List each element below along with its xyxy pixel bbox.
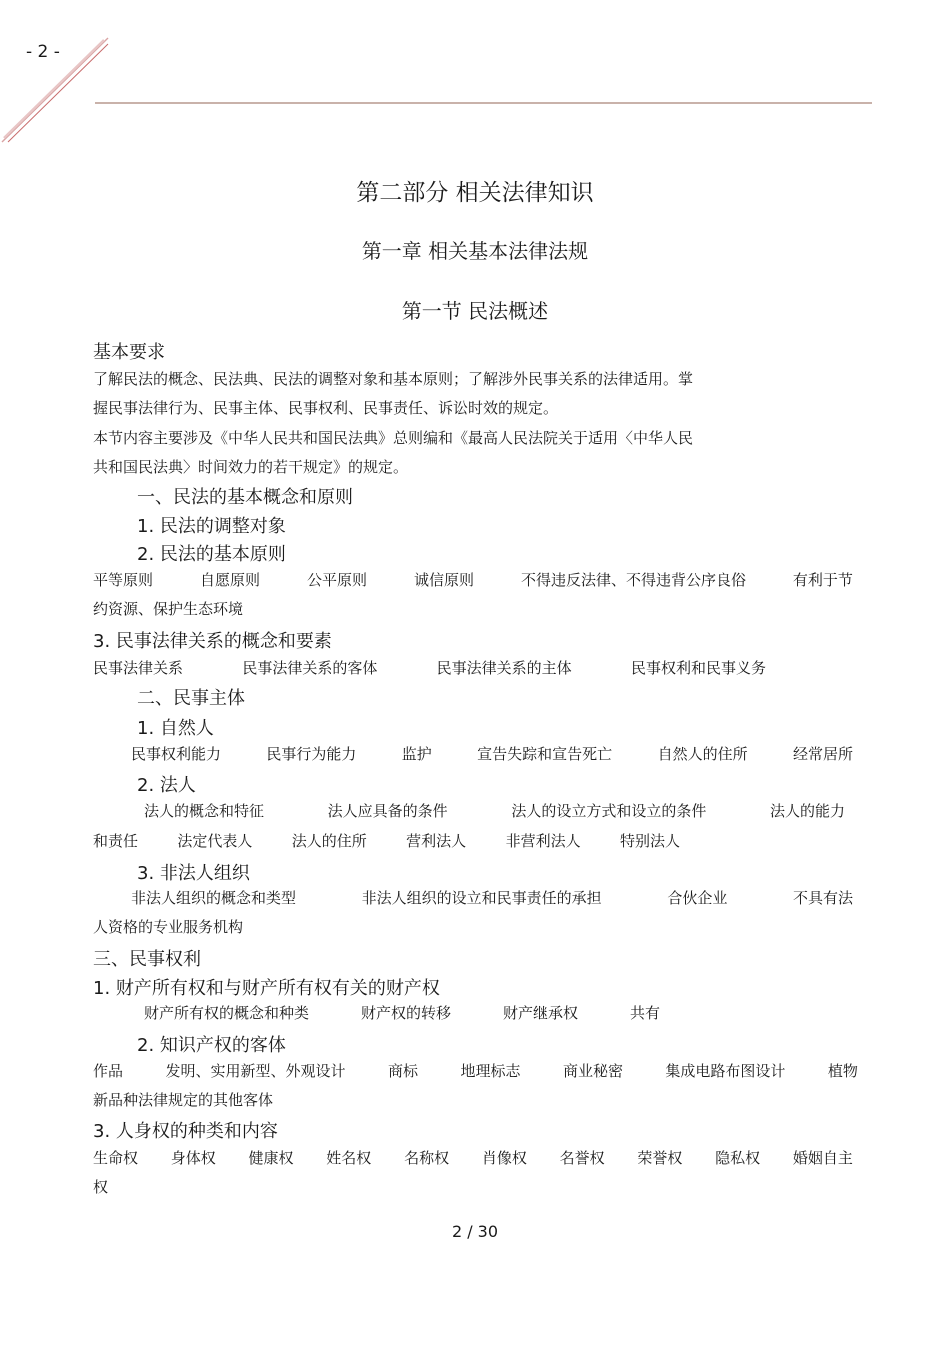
list-item: 民事法律关系的主体 — [436, 659, 572, 677]
list-item: 民事行为能力 — [266, 745, 357, 763]
list-item: 名誉权 — [559, 1149, 605, 1167]
list-item: 平等原则 — [93, 571, 154, 589]
personal-rights-items-row — [93, 1147, 853, 1168]
scope-line-2: 共和国民法典〉时间效力的若干规定》的规定。 — [93, 458, 409, 476]
scope-line-1: 本节内容主要涉及《中华人民共和国民法典》总则编和《最高人民法院关于适用〈中华人民 — [93, 429, 694, 447]
section-1-heading: 一、民法的基本概念和原则 — [137, 487, 353, 508]
list-item: 肖像权 — [481, 1149, 527, 1167]
list-item: 作品 — [93, 1062, 124, 1080]
section-2-2-heading: 2. 法人 — [137, 775, 196, 796]
list-item: 自愿原则 — [199, 571, 260, 589]
non-legal-continuation: 人资格的专业服务机构 — [93, 918, 244, 936]
list-item: 共有 — [629, 1004, 660, 1022]
header-page-number: - 2 - — [26, 42, 60, 62]
list-item: 民事权利和民事义务 — [630, 659, 766, 677]
section-3-heading: 三、民事权利 — [93, 949, 201, 970]
section-2-1-heading: 1. 自然人 — [137, 718, 214, 739]
section-3-1-heading: 1. 财产所有权和与财产所有权有关的财产权 — [93, 978, 440, 999]
legal-person-items-row-1 — [144, 800, 845, 821]
ip-continuation: 新品种法律规定的其他客体 — [93, 1091, 274, 1109]
list-item: 名称权 — [404, 1149, 450, 1167]
footer-page-counter: 2 / 30 — [451, 1222, 499, 1241]
legal-person-items-row-2 — [93, 830, 680, 851]
list-item: 不具有法 — [792, 889, 853, 907]
section-2-3-heading: 3. 非法人组织 — [137, 863, 250, 884]
list-item: 荣誉权 — [637, 1149, 683, 1167]
section-1-1-heading: 1. 民法的调整对象 — [137, 516, 286, 537]
list-item: 非法人组织的设立和民事责任的承担 — [361, 889, 602, 907]
list-item: 经常居所 — [792, 745, 853, 763]
list-item: 民事法律关系 — [93, 659, 184, 677]
list-item: 集成电路布图设计 — [665, 1062, 786, 1080]
corner-decoration-icon — [0, 30, 120, 150]
list-item: 生命权 — [93, 1149, 139, 1167]
personal-rights-continuation: 权 — [93, 1178, 109, 1196]
list-item: 合伙企业 — [667, 889, 728, 907]
section-1-2-heading: 2. 民法的基本原则 — [137, 544, 286, 565]
list-item: 法人的概念和特征 — [144, 802, 265, 820]
property-items-row — [144, 1002, 660, 1023]
list-item: 监护 — [401, 745, 432, 763]
part-title: 第二部分 相关法律知识 — [356, 180, 594, 206]
section-3-3-heading: 3. 人身权的种类和内容 — [93, 1121, 278, 1142]
non-legal-items-row — [131, 887, 853, 908]
list-item: 财产继承权 — [502, 1004, 578, 1022]
list-item: 健康权 — [248, 1149, 294, 1167]
list-item: 身体权 — [170, 1149, 216, 1167]
list-item: 宣告失踪和宣告死亡 — [477, 745, 613, 763]
list-item: 财产权的转移 — [360, 1004, 451, 1022]
section-2-heading: 二、民事主体 — [137, 688, 245, 709]
list-item: 婚姻自主 — [792, 1149, 853, 1167]
list-item: 自然人的住所 — [657, 745, 748, 763]
principles-continuation: 约资源、保护生态环境 — [93, 600, 244, 618]
relation-items-row — [93, 657, 766, 678]
basic-requirements-heading: 基本要求 — [93, 342, 165, 363]
list-item: 民事权利能力 — [131, 745, 222, 763]
natural-person-items-row — [131, 743, 853, 764]
list-item: 特别法人 — [619, 832, 680, 850]
list-item: 植物 — [827, 1062, 858, 1080]
requirements-line-2: 握民事法律行为、民事主体、民事权利、民事责任、诉讼时效的规定。 — [93, 399, 559, 417]
list-item: 隐私权 — [715, 1149, 761, 1167]
list-item: 有利于节 — [792, 571, 853, 589]
list-item: 法定代表人 — [177, 832, 253, 850]
list-item: 法人应具备的条件 — [327, 802, 448, 820]
chapter-title: 第一章 相关基本法律法规 — [361, 239, 589, 263]
list-item: 民事法律关系的客体 — [242, 659, 378, 677]
list-item: 不得违反法律、不得违背公序良俗 — [520, 571, 746, 589]
list-item: 地理标志 — [460, 1062, 521, 1080]
list-item: 和责任 — [93, 832, 139, 850]
list-item: 财产所有权的概念和种类 — [144, 1004, 310, 1022]
list-item: 法人的能力 — [769, 802, 845, 820]
header-rule — [95, 102, 872, 104]
requirements-line-1: 了解民法的概念、民法典、民法的调整对象和基本原则；了解涉外民事关系的法律适用。掌 — [93, 370, 694, 388]
list-item: 法人的住所 — [291, 832, 367, 850]
principles-row — [93, 569, 853, 590]
section-1-3-heading: 3. 民事法律关系的概念和要素 — [93, 631, 332, 652]
section-3-2-heading: 2. 知识产权的客体 — [137, 1035, 286, 1056]
list-item: 非法人组织的概念和类型 — [131, 889, 297, 907]
list-item: 非营利法人 — [505, 832, 581, 850]
section-title: 第一节 民法概述 — [401, 299, 549, 323]
list-item: 营利法人 — [406, 832, 467, 850]
list-item: 诚信原则 — [413, 571, 474, 589]
list-item: 发明、实用新型、外观设计 — [165, 1062, 346, 1080]
list-item: 姓名权 — [326, 1149, 372, 1167]
list-item: 商标 — [387, 1062, 418, 1080]
list-item: 公平原则 — [306, 571, 367, 589]
ip-items-row — [93, 1060, 858, 1081]
list-item: 法人的设立方式和设立的条件 — [511, 802, 707, 820]
list-item: 商业秘密 — [562, 1062, 623, 1080]
